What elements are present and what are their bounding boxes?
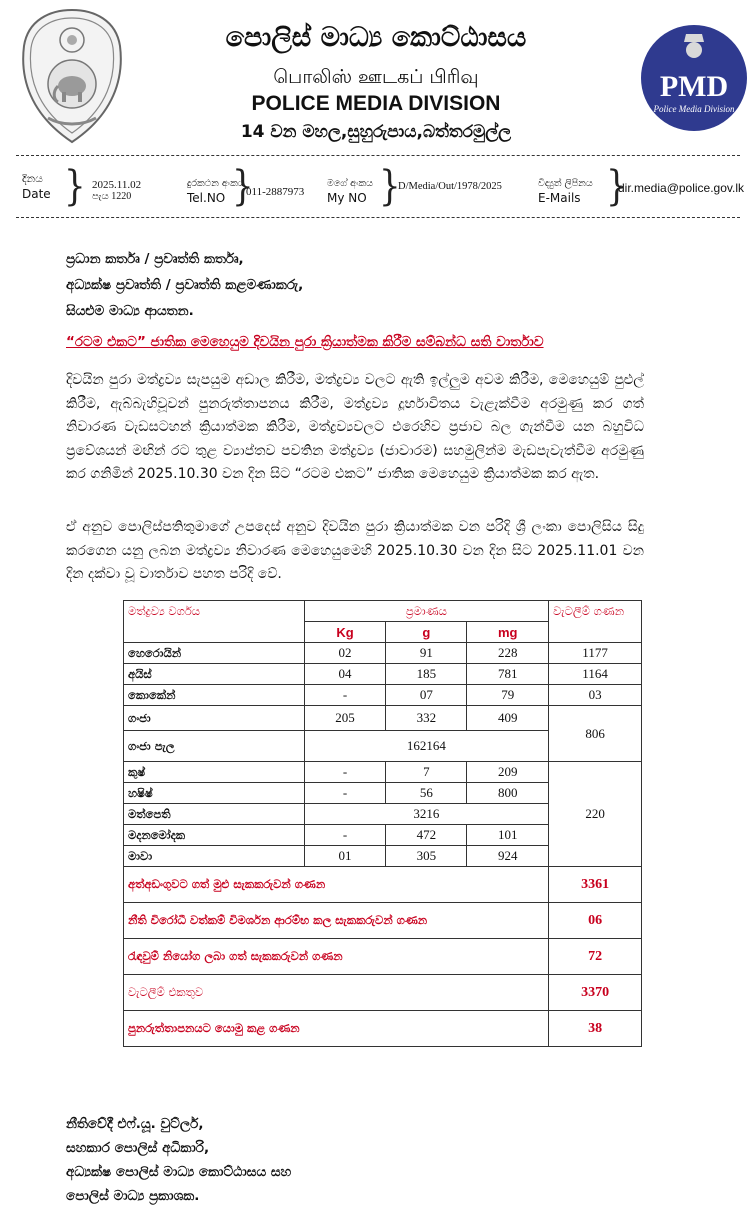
signature-role-2: පොලිස් මාධ්‍ය ප්‍රකාශක. [66, 1188, 200, 1204]
date-value: 2025.11.02 පැය 1220 [92, 179, 142, 202]
unit-mg: mg [467, 622, 549, 643]
cell-g: 472 [386, 825, 467, 846]
brace-my-no: } [379, 163, 401, 211]
row-label: ගංජා [124, 706, 305, 731]
header-address: 14 වන මහල,සුහුරුපාය,බත්තරමුල්ල [240, 122, 512, 142]
cell-mg: 79 [467, 685, 549, 706]
cell-g: 07 [386, 685, 467, 706]
paragraph-report: ඒ අනුව පොලිස්පතිතුමාගේ උපදෙස් අනුව දිවයින පුරා ක්‍රියාත්මක වන පරිදි ශ්‍රී ලංකා පොලිසිය සිදු කරගෙන යනු ලබන මත්ද්‍රව්‍ය නිවාරණ මෙහෙයුමෙහි 2025.10.30 වන දින සිට 2025.11.01 වන දින දක්වා වූ වාර්තාව පහත පරිදි වේ. [66, 519, 644, 583]
table-row [124, 685, 642, 706]
summary-row [124, 1011, 642, 1047]
cell-g: 91 [386, 643, 467, 664]
summary-label: වැටලීම් එකතුව [124, 975, 549, 1011]
summary-row [124, 939, 642, 975]
cell-mg: 101 [467, 825, 549, 846]
table-row [124, 762, 642, 783]
cell-g: 56 [386, 783, 467, 804]
cell-g: 185 [386, 664, 467, 685]
row-label: මාවා [124, 846, 305, 867]
signature-title: සහකාර පොලිස් අධිකාරි, [66, 1140, 210, 1156]
pmd-logo-icon [640, 20, 748, 136]
cell-mg: 800 [467, 783, 549, 804]
unit-g: g [386, 622, 467, 643]
row-label: මදනමෝදක [124, 825, 305, 846]
cell-kg: - [304, 825, 386, 846]
tel-label: දුරකථන අංකය Tel.NO [187, 178, 245, 205]
cell-kg: 04 [304, 664, 386, 685]
cell-kg: - [304, 762, 386, 783]
my-no-label: මගේ අංකය My NO [327, 178, 373, 205]
row-label: කුෂ් [124, 762, 305, 783]
col-count-header: වැටලීම් ගණන [549, 601, 642, 643]
cell-count: 03 [549, 685, 642, 706]
drug-seizure-table [123, 600, 642, 1047]
cell-mg: 924 [467, 846, 549, 867]
row-label: හෂිෂ් [124, 783, 305, 804]
signature-name: නීතිවේදී එෆ්.යූ. වුට්ලර්, [66, 1116, 204, 1132]
summary-label: රැඳවුම් නියෝග ලබා ගත් සැකකරුවන් ගණන [124, 939, 549, 975]
table-header-row [124, 601, 642, 622]
cell-count: 1177 [549, 643, 642, 664]
row-label: ගංජා පැල [124, 731, 305, 762]
signature-role: අධ්‍යක්ෂ පොලිස් මාධ්‍ය කොට්ඨාසය සහ [66, 1164, 292, 1180]
email-value: dir.media@police.gov.lk [618, 181, 745, 195]
cell-kg: - [304, 783, 386, 804]
pmd-logo-text: PMD [659, 70, 729, 103]
cell-g: 7 [386, 762, 467, 783]
row-label: අයිස් [124, 664, 305, 685]
brace-tel: } [232, 163, 254, 211]
cell-mg: 209 [467, 762, 549, 783]
table-row [124, 706, 642, 731]
subject-line: “රටම එකට” ජාතික මෙහෙයුම දිවයින පුරා ක්‍රියාත්මක කිරීම සම්බන්ධ සති වාර්තාව [66, 334, 544, 350]
summary-label: නීති විරෝධී වත්කම් විමර්ශන ආරම්භ කල සැකකරුවන් ගණන [124, 903, 549, 939]
cell-kg: - [304, 685, 386, 706]
table-row [124, 643, 642, 664]
row-label: හෙරොයින් [124, 643, 305, 664]
row-label: මත්පෙති [124, 804, 305, 825]
cell-kg: 205 [304, 706, 386, 731]
tel-value: 011-2887973 [246, 186, 305, 198]
cell-pill-count: 3216 [304, 804, 548, 825]
cell-count: 1164 [549, 664, 642, 685]
brace-email: } [606, 163, 628, 211]
cell-g: 305 [386, 846, 467, 867]
summary-row [124, 867, 642, 903]
summary-row [124, 903, 642, 939]
cell-g: 332 [386, 706, 467, 731]
signature-block [66, 1112, 291, 1208]
recipient-editor: ප්‍රධාන කර්තෘ / ප්‍රවෘත්ති කර්තෘ, [66, 251, 244, 267]
row-label: කොකේන් [124, 685, 305, 706]
col-qty-header: ප්‍රමාණය [304, 601, 548, 622]
cell-count-merged: 806 [549, 706, 642, 762]
header-english-title: POLICE MEDIA DIVISION [251, 92, 501, 115]
email-label: විද්‍යුත් ලිපිනය E-Mails [538, 178, 593, 205]
summary-label: අත්අඩංගුවට ගත් මුළු සැකකරුවන් ගණන [124, 867, 549, 903]
summary-value: 3361 [549, 867, 642, 903]
cell-count-merged: 220 [549, 762, 642, 867]
col-type-header: මත්ද්‍රව්‍ය වර්ගය [124, 601, 305, 643]
recipient-director: අධ්‍යක්ෂ ප්‍රවෘත්ති / ප්‍රවෘත්ති කළමණාකරු, [66, 277, 304, 293]
summary-label: පුනරුත්තාපනයට යොමු කළ ගණන [124, 1011, 549, 1047]
summary-value: 06 [549, 903, 642, 939]
summary-row [124, 975, 642, 1011]
header-tamil-title: பொலிஸ் ஊடகப் பிரிவு [273, 66, 479, 88]
cell-kg: 02 [304, 643, 386, 664]
header-sinhala-title: පොලිස් මාධ්‍ය කොට්ඨාසය [225, 22, 527, 53]
summary-value: 3370 [549, 975, 642, 1011]
recipient-media: සියළුම මාධ්‍ය ආයතන. [66, 303, 194, 319]
paragraph-intro: දිවයින පුරා මත්ද්‍රව්‍ය සැපයුම අඩාල කිරීම, මත්ද්‍රව්‍ය වලට ඇති ඉල්ලුම අවම කිරීම, මෙහෙයුම් පුළුල් කිරීම, ඇබ්බැහිවූවන් පුනරුත්තාපනය කිරීම, මත්ද්‍රව්‍ය දූර්භාවිතය වැළැක්වීම අරමුණු කර ගත් නිවාරණ වැඩසටහන් ක්‍රියාත්මක කිරීම, මත්ද්‍රව්‍යවලට එරෙහිව ප්‍රජාව බල ගැන්වීම යන බහුවිධ ප්‍රවේශයන් මඟින් රට තුළ ව්‍යාප්තව පවතින මත්ද්‍රව්‍ය (ජාවාරම) සහමුලින්ම මැඩපැවැත්වීම අරමුණු කර ගනිමින් 2025.10.30 වන දින සිට “රටම එකට” ජාතික මෙහෙයුම ක්‍රියාත්මක කර ඇත. [66, 372, 644, 483]
cell-mg: 228 [467, 643, 549, 664]
brace-date: } [64, 163, 86, 211]
cell-plant-count: 162164 [304, 731, 548, 762]
cell-mg: 781 [467, 664, 549, 685]
date-label: දිනය Date [22, 173, 51, 201]
cell-mg: 409 [467, 706, 549, 731]
header-divider-top [16, 155, 740, 156]
unit-kg: Kg [304, 622, 386, 643]
pmd-logo-sub: Police Media Division [653, 104, 735, 114]
summary-value: 72 [549, 939, 642, 975]
table-row [124, 664, 642, 685]
header-divider-bottom [16, 217, 740, 218]
my-no-value: D/Media/Out/1978/2025 [398, 181, 502, 192]
cell-kg: 01 [304, 846, 386, 867]
summary-value: 38 [549, 1011, 642, 1047]
